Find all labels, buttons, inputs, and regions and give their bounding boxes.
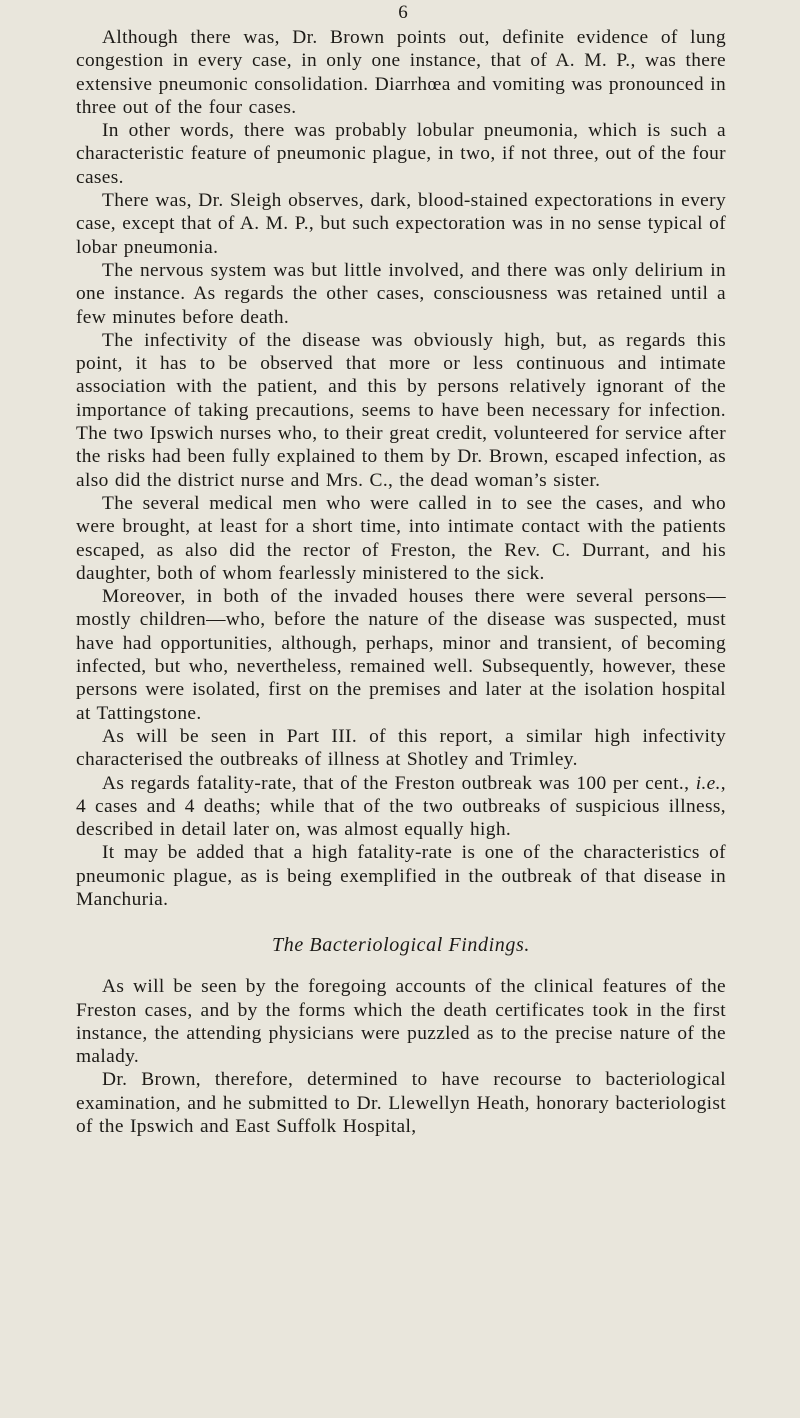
paragraph-lobular-pneumonia: In other words, there was probably lobular pneumonia, which is such a characteristic feature of pneumonic plague, in two, if not three, out of the four cases. (76, 120, 726, 188)
paragraph-invaded-houses: Moreover, in both of the invaded houses there were several persons—mostly children—who, before the nature of the disease was suspected, must have had opportunities, although, perhaps, minor and transient, of becoming infected, but who, nevertheless, remained well. Subsequently, however, these persons were isolated, first on the premises and later at the isolation hospital at Tattingstone. (76, 586, 726, 724)
paragraph-expectoration: There was, Dr. Sleigh observes, dark, blood-stained expectorations in every case, except that of A. M. P., but such expectoration was in no sense typical of lobar pneumonia. (76, 190, 726, 258)
paragraph-bacteriological-examination: Dr. Brown, therefore, determined to have recourse to bacteriological examination, and he submitted to Dr. Llewellyn Heath, honorary bacteriologist of the Ipswich and East Suffolk Hospital, (76, 1069, 726, 1138)
fatality-text-start: As regards fatality-rate, that of the Freston outbreak was 100 per cent., (102, 772, 696, 794)
paragraph-manchuria: It may be added that a high fatality-rate is one of the characteristics of pneumonic plague, as is being exemplified in the outbreak of that disease in Manchuria. (76, 842, 726, 910)
fatality-text-end: , 4 cases and 4 deaths; while that of the two outbreaks of suspicious illness, described in detail later on, was almost equally high. (76, 772, 726, 841)
section-heading-bacteriological: The Bacteriological Findings. (272, 934, 530, 957)
page-number: 6 (398, 2, 408, 23)
paragraph-nervous-system: The nervous system was but little involved, and there was only delirium in one instance. As regards the other cases, consciousness was retained until a few minutes before death. (76, 259, 726, 328)
paragraph-fatality-rate (76, 772, 726, 842)
paragraph-infectivity: The infectivity of the disease was obviously high, but, as regards this point, it has to be observed that more or less continuous and intimate association with the patient, and this by persons relatively ignorant of the importance of taking precautions, seems to have been necessary for infection. The two Ipswich nurses who, to their great credit, volunteered for service after the risks had been fully explained to them by Dr. Brown, escaped infection, as also did the district nurse and Mrs. C., the dead woman’s sister. (76, 329, 726, 491)
paragraph-lung-congestion: Although there was, Dr. Brown points out, definite evidence of lung congestion in every case, in only one instance, that of A. M. P., was there extensive pneumonic consolidation. Diarrhœa and vomiting was pronounced in three out of the four cases. (76, 27, 726, 118)
fatality-text-italic: i.e. (695, 772, 721, 794)
paragraph-medical-men: The several medical men who were called in to see the cases, and who were brought, at least for a short time, into intimate contact with the patients escaped, as also did the rector of Freston, the Rev. C. Durrant, and his daughter, both of whom fearlessly ministered to the sick. (76, 492, 726, 584)
paragraph-clinical-features: As will be seen by the foregoing accounts of the clinical features of the Freston cases, and by the forms which the death certificates took in the first instance, the attending physicians were puzzled as to the precise nature of the malady. (76, 976, 726, 1068)
paragraph-part-three-reference: As will be seen in Part III. of this report, a similar high infectivity characterised the outbreaks of illness at Shotley and Trimley. (76, 725, 726, 771)
